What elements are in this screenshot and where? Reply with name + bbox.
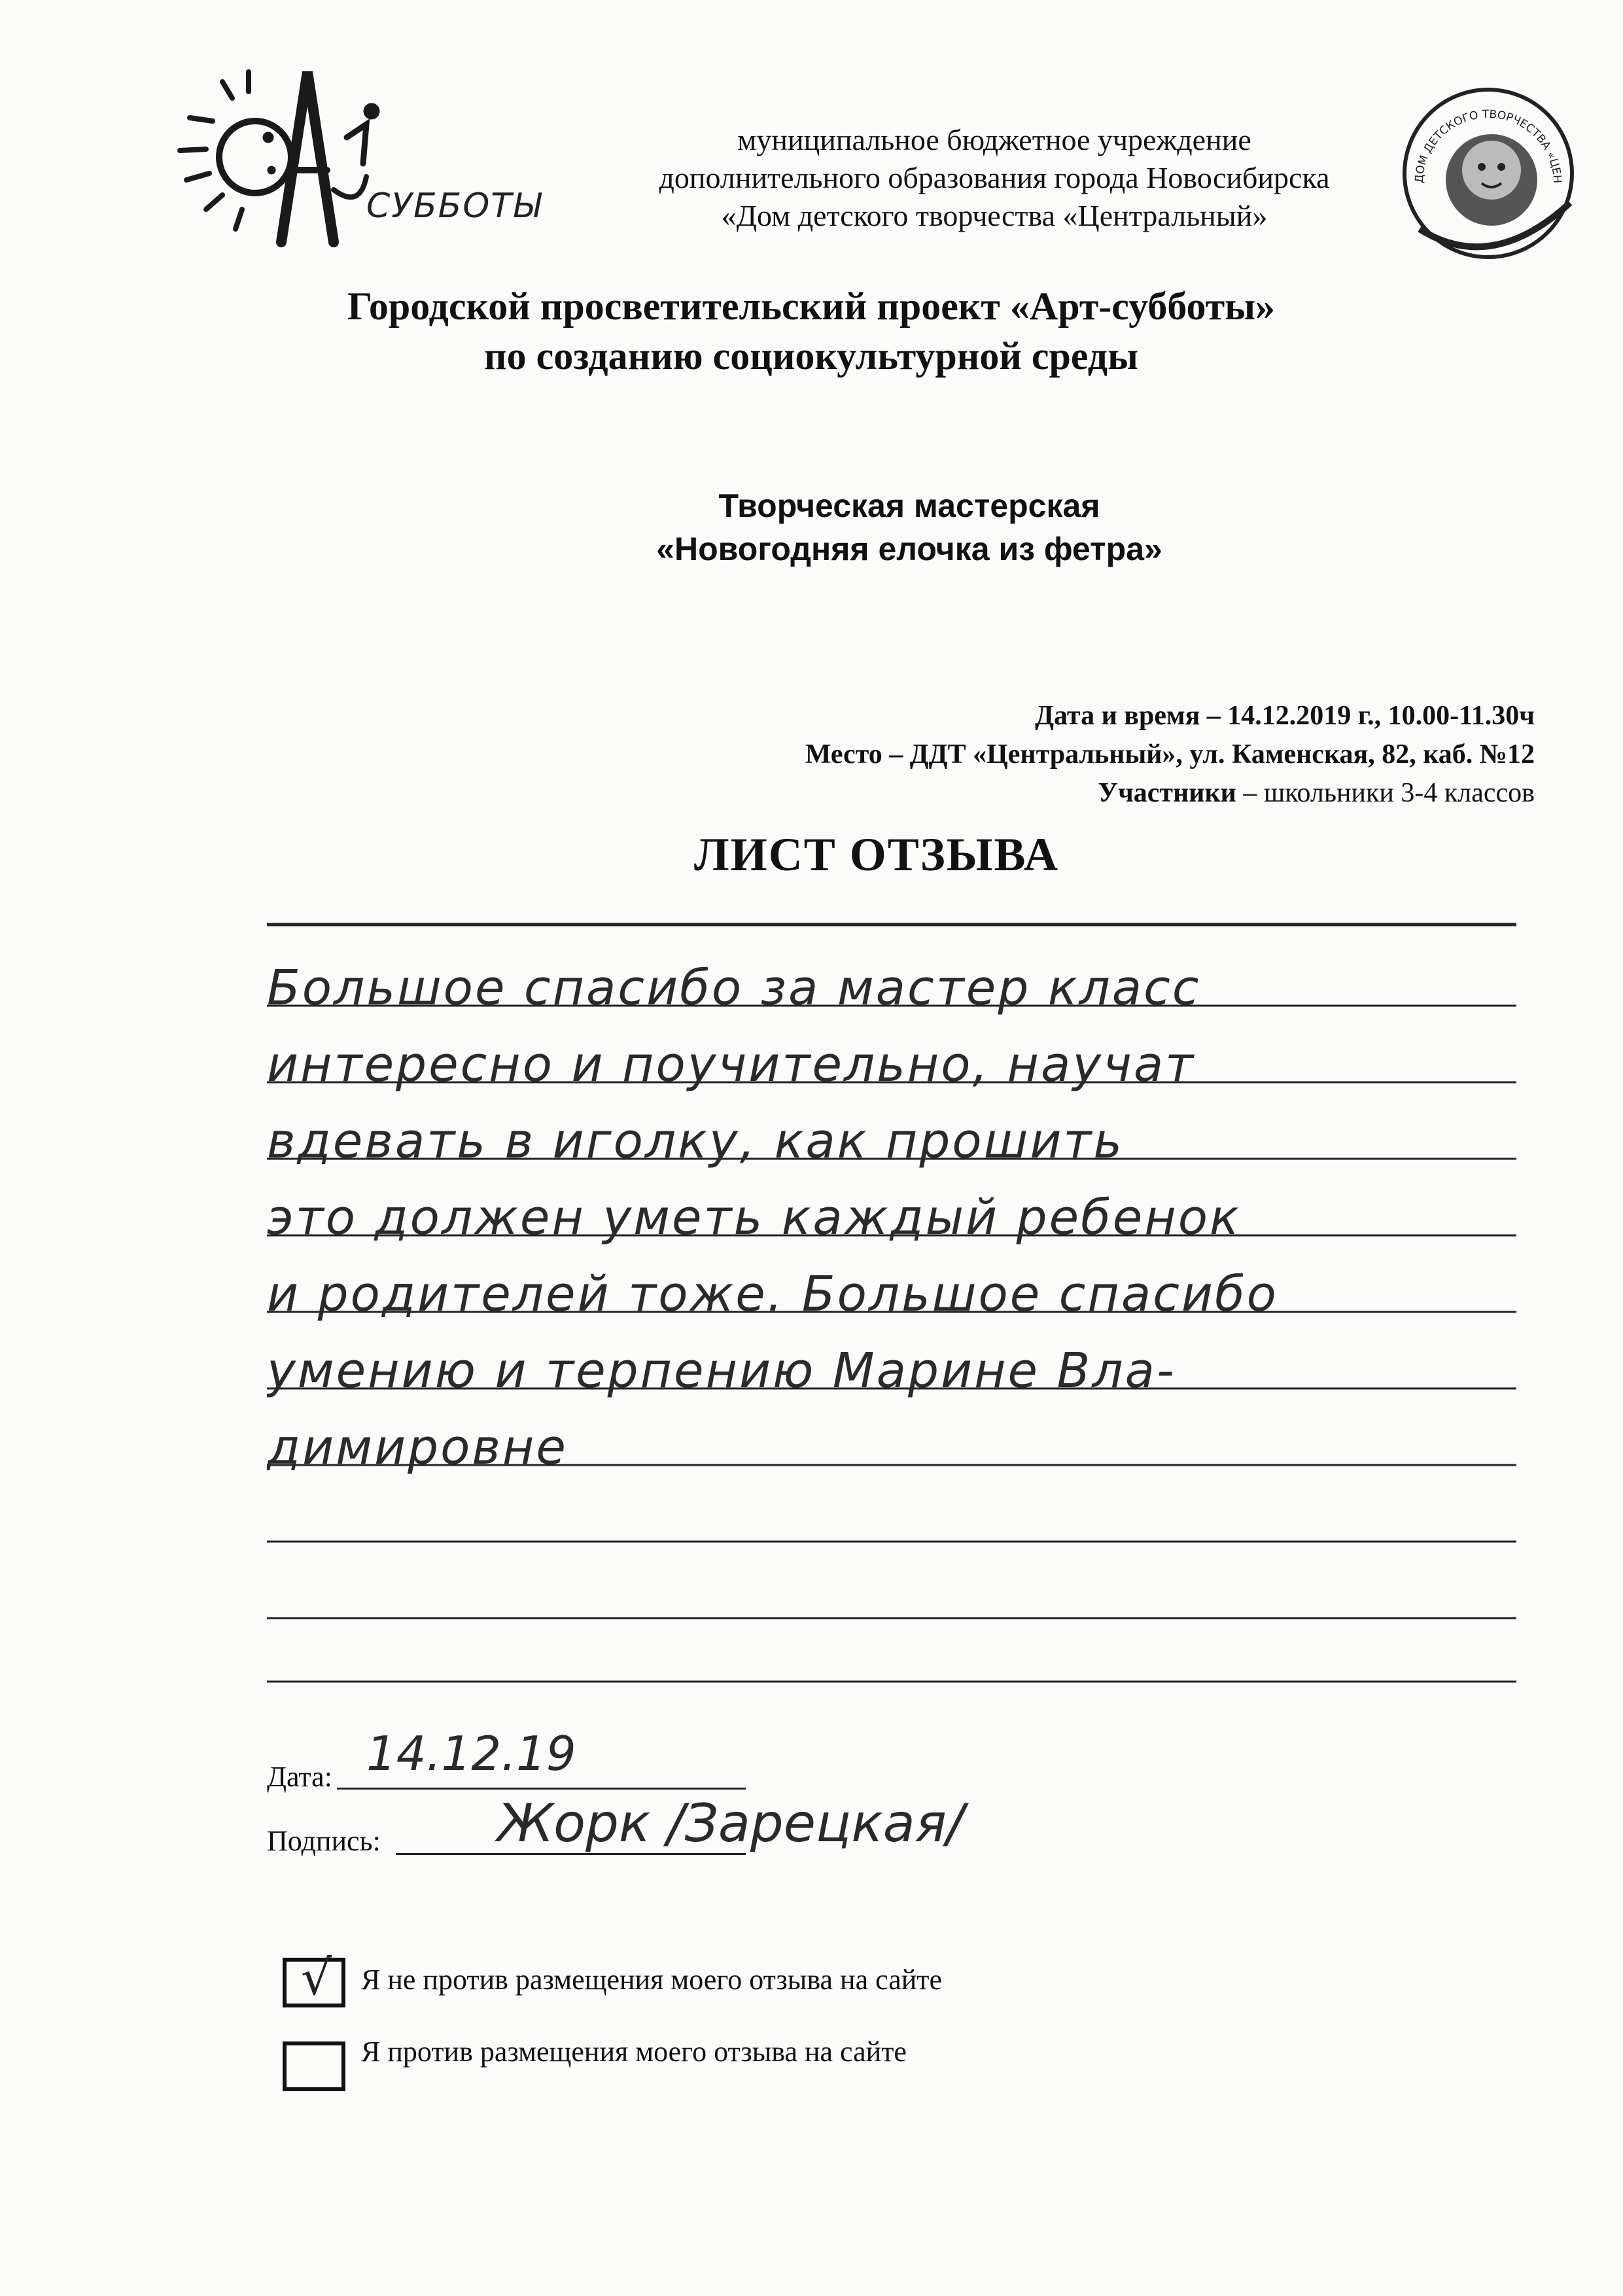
feedback-line: и родителей тоже. Большое спасибо bbox=[267, 1266, 1278, 1322]
feedback-line: димировне bbox=[267, 1419, 568, 1475]
date-underline bbox=[337, 1788, 746, 1790]
participants-label: Участники bbox=[1098, 778, 1236, 808]
participants-value: – школьники 3-4 классов bbox=[1236, 778, 1535, 808]
feedback-line: умению и терпению Марине Вла- bbox=[267, 1343, 1176, 1399]
consent-agree-label: Я не против размещения моего отзыва на сайте bbox=[361, 1964, 943, 1996]
org-line: «Дом детского творчества «Центральный» bbox=[721, 199, 1268, 232]
consent-disagree-label: Я против размещения моего отзыва на сайте bbox=[361, 2036, 907, 2068]
seal-logo bbox=[1393, 79, 1583, 268]
project-line: по созданию социокультурной среды bbox=[484, 334, 1138, 378]
consent-agree-checkbox[interactable] bbox=[283, 1950, 345, 2007]
datetime-value: – 14.12.2019 г., 10.00-11.30ч bbox=[1200, 701, 1535, 731]
workshop-line: Творческая мастерская bbox=[718, 487, 1100, 524]
organization-header bbox=[608, 121, 1380, 235]
sheet-title: ЛИСТ ОТЗЫВА bbox=[694, 828, 1059, 881]
signature-label: Подпись: bbox=[267, 1825, 381, 1857]
place-value: – ДДТ «Центральный», ул. Каменская, 82, каб. №12 bbox=[882, 739, 1535, 769]
project-line: Городской просветительский проект «Арт-субботы» bbox=[347, 285, 1276, 328]
datetime-row bbox=[589, 697, 1535, 735]
project-title bbox=[196, 281, 1426, 381]
seal-text: ДОМ ДЕТСКОГО ТВОРЧЕСТВА «ЦЕН bbox=[1412, 107, 1564, 184]
org-line: дополнительного образования города Новосибирска bbox=[659, 161, 1330, 194]
workshop-title bbox=[523, 484, 1295, 571]
consent-disagree-checkbox[interactable] bbox=[283, 2041, 345, 2091]
logo-emblem-icon bbox=[150, 46, 569, 281]
seal-emblem-icon bbox=[1393, 79, 1583, 268]
feedback-line: интересно и поучительно, научат bbox=[267, 1036, 1196, 1093]
signature-value: Жорк /Зарецкая/ bbox=[497, 1793, 964, 1854]
feedback-text bbox=[267, 955, 1516, 1491]
org-line: муниципальное бюджетное учреждение bbox=[737, 123, 1251, 156]
place-label: Место bbox=[805, 739, 882, 769]
date-value: 14.12.19 bbox=[366, 1726, 576, 1781]
event-info bbox=[589, 697, 1535, 813]
feedback-line: вдевать в иголку, как прошить bbox=[267, 1113, 1125, 1169]
checkmark-icon: √ bbox=[301, 1950, 332, 2006]
place-row bbox=[589, 735, 1535, 774]
date-label: Дата: bbox=[267, 1761, 332, 1793]
participants-row bbox=[589, 774, 1535, 813]
workshop-line: «Новогодняя елочка из фетра» bbox=[656, 531, 1162, 567]
art-subbotas-logo bbox=[150, 46, 569, 281]
datetime-label: Дата и время bbox=[1035, 701, 1200, 731]
logo-text: СУББОТЫ bbox=[366, 186, 542, 226]
feedback-line: это должен уметь каждый ребенок bbox=[267, 1190, 1241, 1246]
feedback-line: Большое спасибо за мастер класс bbox=[267, 960, 1201, 1016]
